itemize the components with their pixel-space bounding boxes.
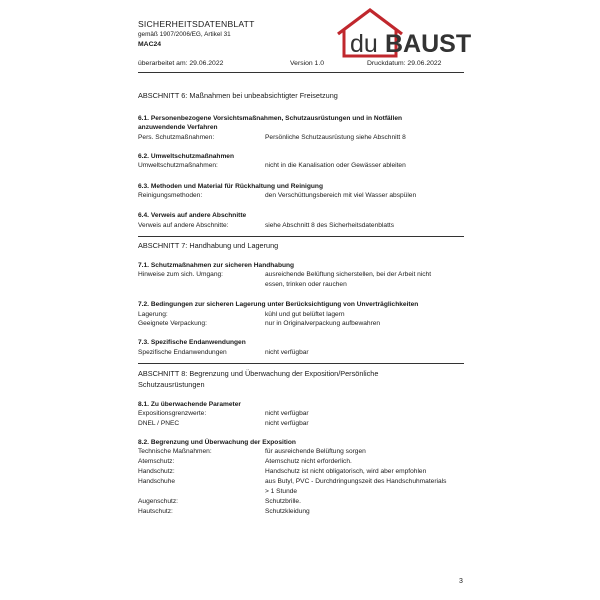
field-label: Pers. Schutzmaßnahmen: <box>138 134 215 141</box>
product-code: MAC24 <box>138 41 162 48</box>
field-label: Verweis auf andere Abschnitte: <box>138 222 229 229</box>
section-6-1-title: 6.1. Personenbezogene Vorsichtsmaßnahmen, Schutzausrüstungen und in Notfällen <box>138 115 403 122</box>
section-7-2-title: 7.2. Bedingungen zur sicheren Lagerung unter Berücksichtigung von Unverträglichkeiten <box>138 301 419 308</box>
section-8-2-title: 8.2. Begrenzung und Überwachung der Exposition <box>138 439 296 446</box>
section-8-title: ABSCHNITT 8: Begrenzung und Überwachung der Exposition/Persönliche <box>138 369 379 378</box>
field-value: nicht verfügbar <box>265 420 309 427</box>
field-value-cont: > 1 Stunde <box>265 488 298 495</box>
revision-date: überarbeitet am: 29.06.2022 <box>138 60 224 67</box>
section-divider <box>138 363 464 364</box>
section-6-1-title-cont: anzuwendende Verfahren <box>138 124 218 131</box>
field-value: Schutzkleidung <box>265 508 310 515</box>
field-value: siehe Abschnitt 8 des Sicherheitsdatenblatts <box>265 222 395 229</box>
section-7-1-title: 7.1. Schutzmaßnahmen zur sicheren Handhabung <box>138 262 295 269</box>
field-value: Handschutz ist nicht obligatorisch, wird aber empfohlen <box>265 468 427 475</box>
field-label: Augenschutz: <box>138 498 178 505</box>
field-label: Spezifische Endanwendungen <box>138 349 227 356</box>
field-value-cont: essen, trinken oder rauchen <box>265 281 347 288</box>
section-7-3-title: 7.3. Spezifische Endanwendungen <box>138 339 246 346</box>
field-value: nicht in die Kanalisation oder Gewässer ableiten <box>265 162 406 169</box>
field-value: Schutzbrille. <box>265 498 301 505</box>
field-value: nur in Originalverpackung aufbewahren <box>265 320 381 327</box>
version-label: Version 1.0 <box>290 60 325 67</box>
document-title: SICHERHEITSDATENBLATT <box>138 19 255 29</box>
field-value: Atemschutz nicht erforderlich. <box>265 458 352 465</box>
section-6-4-title: 6.4. Verweis auf andere Abschnitte <box>138 212 247 219</box>
field-label: Atemschutz: <box>138 458 175 465</box>
logo-text-du: du <box>350 30 378 58</box>
field-value: aus Butyl, PVC - Durchdringungszeit des Handschuhmaterials <box>265 478 447 485</box>
print-date: Druckdatum: 29.06.2022 <box>367 60 442 67</box>
dubaust-logo <box>330 4 490 60</box>
field-value: Persönliche Schutzausrüstung siehe Abschnitt 8 <box>265 134 406 141</box>
section-6-title: ABSCHNITT 6: Maßnahmen bei unbeabsichtigter Freisetzung <box>138 91 338 100</box>
page-number: 3 <box>459 578 463 585</box>
field-value: nicht verfügbar <box>265 410 309 417</box>
field-label: Hinweise zum sich. Umgang: <box>138 271 224 278</box>
logo-text-baust: BAUST <box>385 30 472 58</box>
field-label: Handschutz: <box>138 468 175 475</box>
section-7-title: ABSCHNITT 7: Handhabung und Lagerung <box>138 241 279 250</box>
header-divider <box>138 72 464 73</box>
field-value: den Verschüttungsbereich mit viel Wasser abspülen <box>265 192 417 199</box>
field-label: Technische Maßnahmen: <box>138 448 212 455</box>
section-divider <box>138 236 464 237</box>
field-value: nicht verfügbar <box>265 349 309 356</box>
document-regulation: gemäß 1907/2006/EG, Artikel 31 <box>138 31 231 38</box>
field-value: ausreichende Belüftung sicherstellen, bei der Arbeit nicht <box>265 271 432 278</box>
field-label: Lagerung: <box>138 311 168 318</box>
section-6-3-title: 6.3. Methoden und Material für Rückhaltung und Reinigung <box>138 183 323 190</box>
field-label: DNEL / PNEC <box>138 420 180 427</box>
field-label: Handschuhe <box>138 478 176 485</box>
field-value: kühl und gut belüftet lagern <box>265 311 345 318</box>
header-meta-row <box>138 60 464 72</box>
section-8-1-title: 8.1. Zu überwachende Parameter <box>138 401 241 408</box>
section-8-title-cont: Schutzausrüstungen <box>138 380 205 389</box>
field-label: Umweltschutzmaßnahmen: <box>138 162 218 169</box>
field-value: für ausreichende Belüftung sorgen <box>265 448 366 455</box>
section-6-2-title: 6.2. Umweltschutzmaßnahmen <box>138 153 234 160</box>
field-label: Reinigungsmethoden: <box>138 192 203 199</box>
field-label: Hautschutz: <box>138 508 173 515</box>
field-label: Geeignete Verpackung: <box>138 320 207 327</box>
field-label: Expositionsgrenzwerte: <box>138 410 207 417</box>
